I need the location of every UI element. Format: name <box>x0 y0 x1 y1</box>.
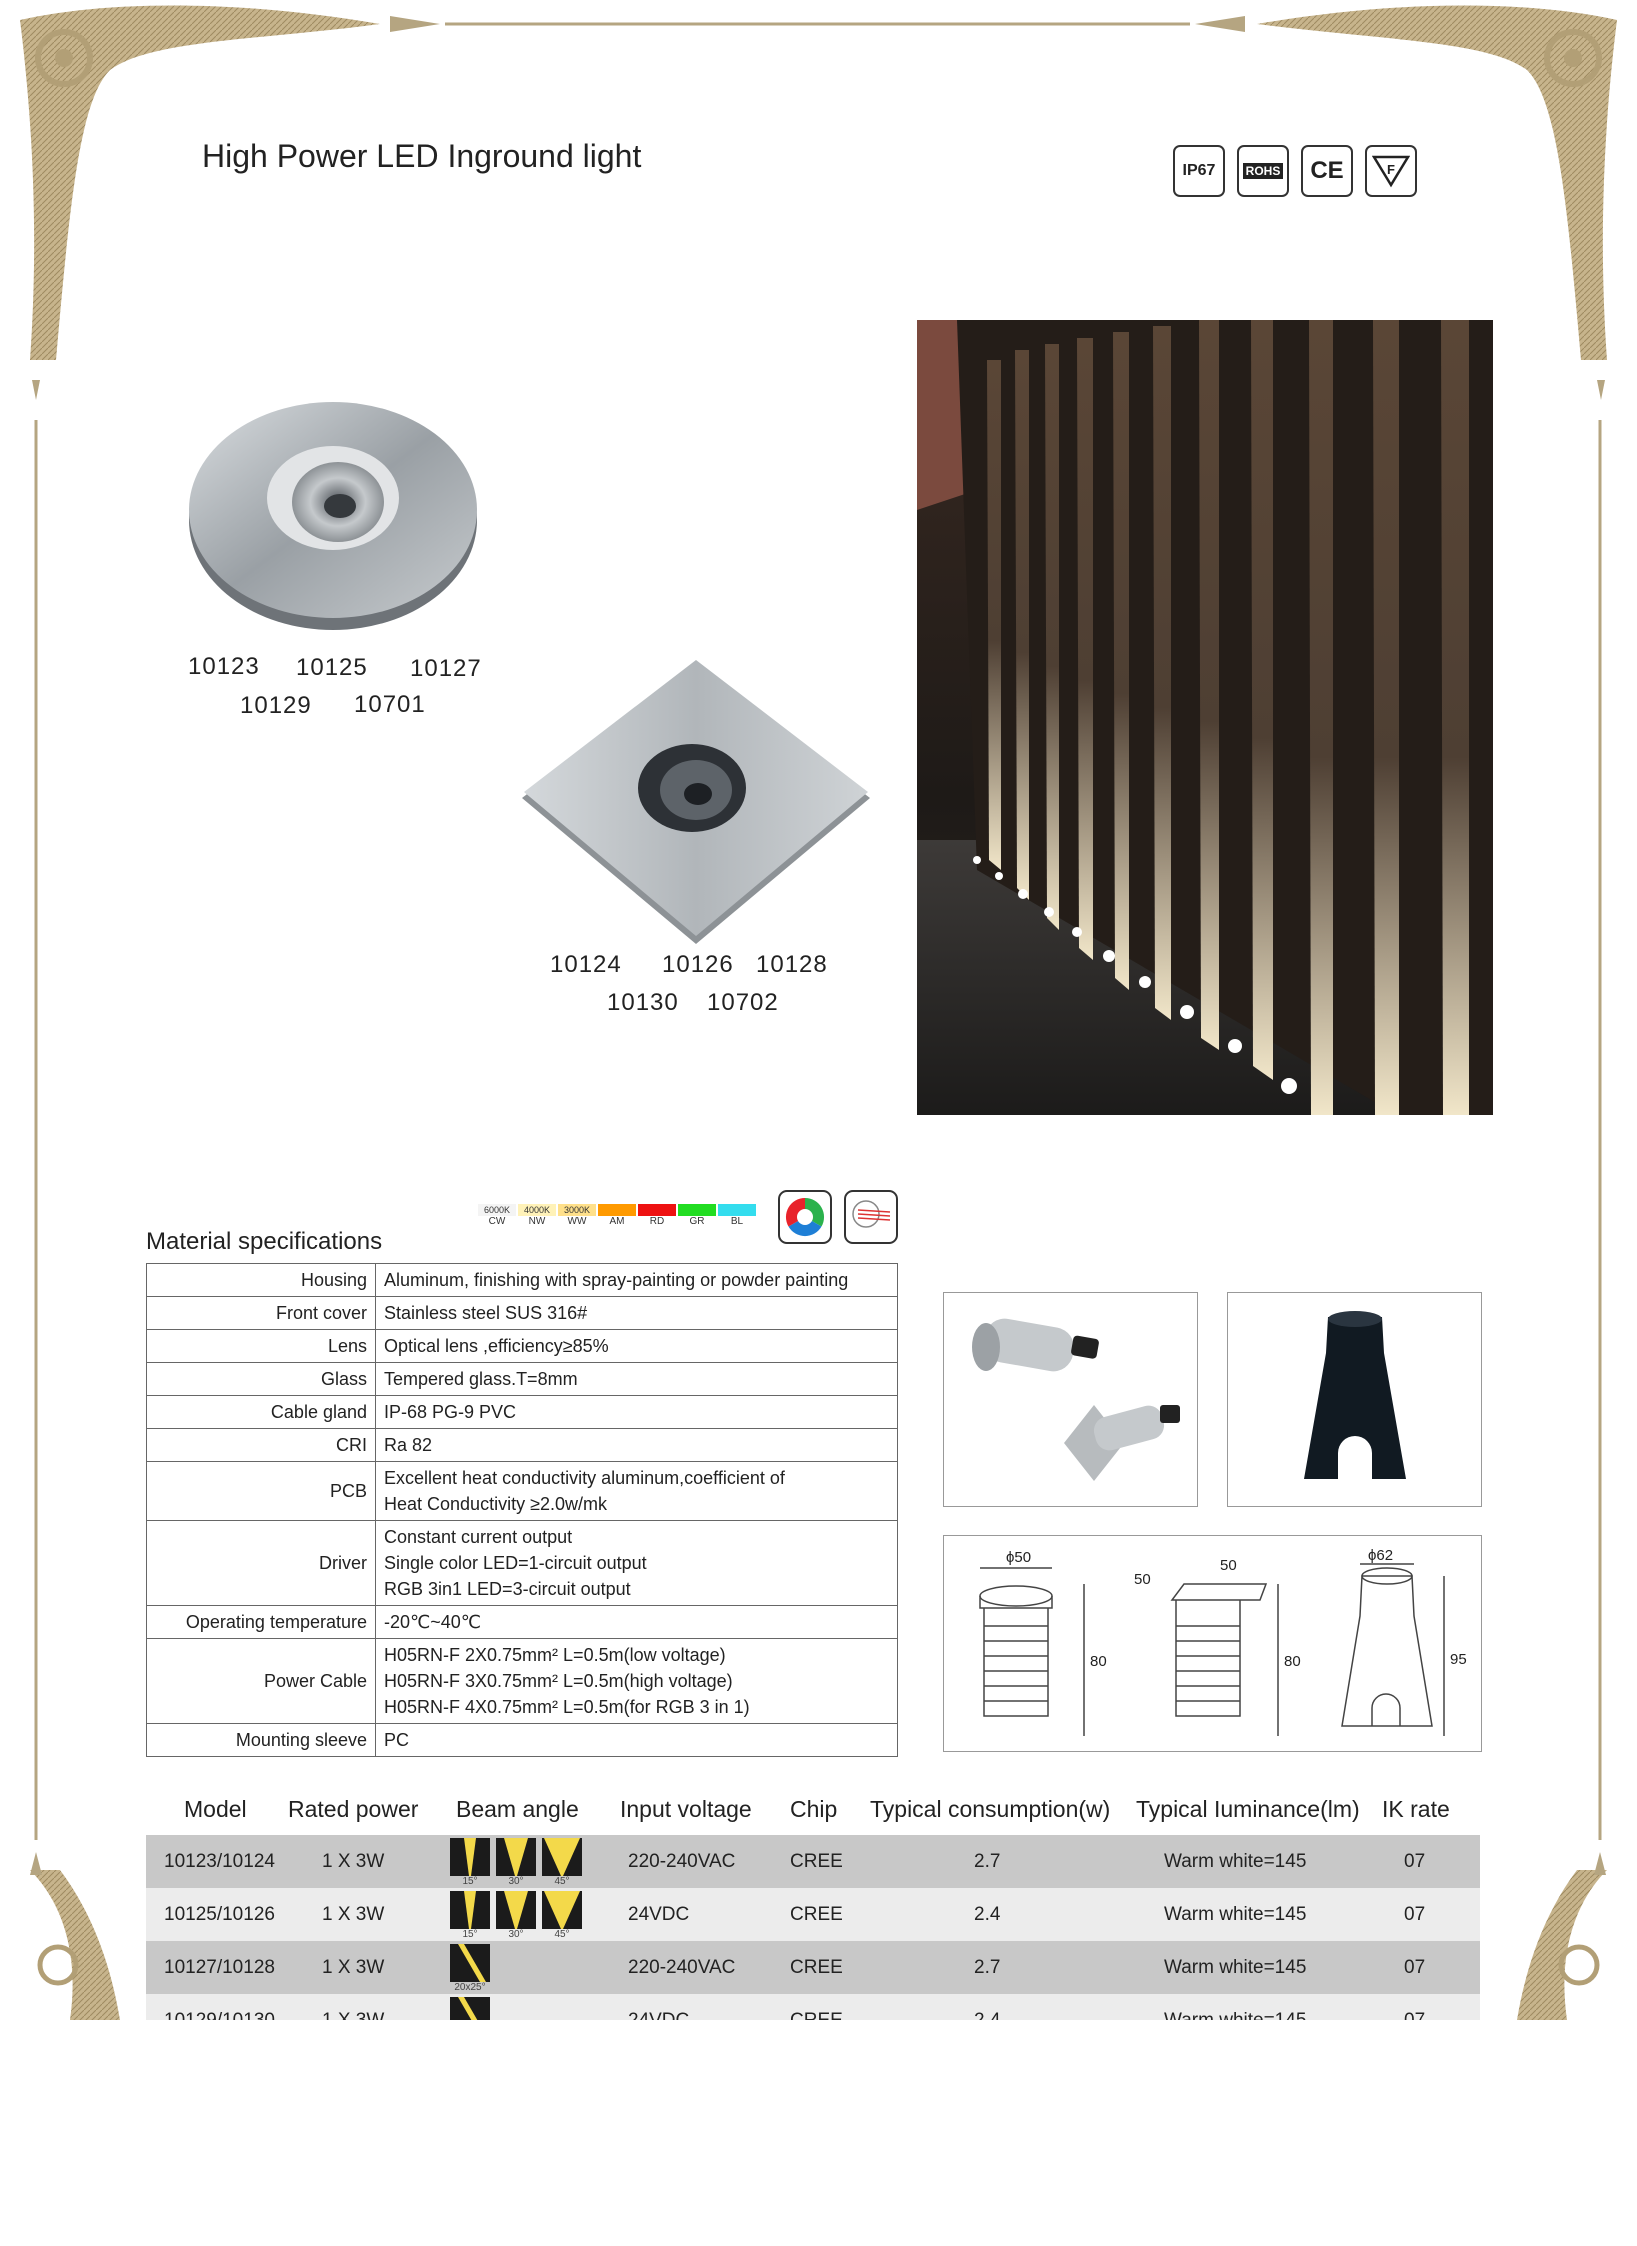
dim-square-width-1: 50 <box>1134 1571 1151 1588</box>
spec-key: PCB <box>147 1462 376 1521</box>
spec-key: Housing <box>147 1264 376 1297</box>
dim-round-diameter: ϕ50 <box>1006 1549 1032 1566</box>
swatch-cw-label: CW <box>488 1216 506 1227</box>
spec-value <box>376 1429 898 1462</box>
swatch-cw-bar: 6000K <box>478 1204 516 1216</box>
beam-20x25-icon <box>450 1944 490 1993</box>
swatch-nw <box>518 1204 556 1227</box>
fixture-assembly-drawing <box>944 1293 1197 1506</box>
f-mark-icon <box>1372 154 1410 188</box>
round-model-10125: 10125 <box>296 654 368 681</box>
cell-model: 10125/10126 <box>164 1904 275 1925</box>
cell-chip: CREE <box>790 1904 843 1925</box>
swatch-gr-bar <box>678 1204 716 1216</box>
spec-line: Tempered glass.T=8mm <box>384 1369 578 1389</box>
dim-square-width-2: 50 <box>1220 1557 1237 1574</box>
beam-45-icon <box>542 1891 582 1940</box>
spec-row <box>147 1606 898 1639</box>
spec-line: PC <box>384 1730 410 1750</box>
col-consumption: Typical consumption(w) <box>870 1796 1111 1822</box>
swatch-rd-label: RD <box>649 1216 665 1227</box>
spec-line: Stainless steel SUS 316# <box>384 1303 588 1323</box>
swatch-am-bar <box>598 1204 636 1216</box>
spec-value <box>376 1606 898 1639</box>
models-table-header <box>146 1796 1484 1836</box>
spec-value <box>376 1639 898 1724</box>
spec-line: RGB 3in1 LED=3-circuit output <box>384 1579 631 1599</box>
beam-label: 45° <box>554 1929 570 1940</box>
cell-chip: CREE <box>790 1851 843 1872</box>
page-cutoff-area <box>0 2020 1637 2246</box>
col-beam-angle: Beam angle <box>456 1796 579 1822</box>
table-row <box>146 1941 1480 1994</box>
cell-lumen: Warm white=145 <box>1164 1957 1307 1978</box>
swatch-gr-label: GR <box>689 1216 705 1227</box>
spec-key: Lens <box>147 1330 376 1363</box>
col-model: Model <box>184 1796 247 1822</box>
beam-30-icon <box>496 1891 536 1940</box>
dim-sleeve-height: 95 <box>1450 1651 1467 1668</box>
beam-label: 15° <box>462 1929 478 1940</box>
spec-line: Single color LED=1-circuit output <box>384 1553 647 1573</box>
swatch-bl <box>718 1204 756 1227</box>
cell-power: 1 X 3W <box>322 1957 385 1978</box>
material-spec-table <box>146 1263 898 1757</box>
application-photo <box>917 320 1493 1115</box>
spec-row <box>147 1462 898 1521</box>
square-model-10128: 10128 <box>756 951 828 978</box>
spec-line: IP-68 PG-9 PVC <box>384 1402 517 1422</box>
square-model-10130: 10130 <box>607 989 679 1016</box>
beam-label: 20x25° <box>454 1982 486 1993</box>
certification-badges <box>1173 145 1417 197</box>
dimension-drawing-svg <box>944 1536 1481 1751</box>
swatch-am-label: AM <box>609 1216 625 1227</box>
round-model-10127: 10127 <box>410 655 482 682</box>
spec-row <box>147 1639 898 1724</box>
spec-row <box>147 1429 898 1462</box>
fixture-assembly-image <box>943 1292 1198 1507</box>
cell-model: 10127/10128 <box>164 1957 275 1978</box>
swatch-ww-bar: 3000K <box>558 1204 596 1216</box>
cell-ik: 07 <box>1404 1904 1426 1925</box>
spec-line: H05RN-F 4X0.75mm² L=0.5m(for RGB 3 in 1) <box>384 1697 750 1717</box>
col-chip: Chip <box>790 1796 838 1822</box>
spec-key: Power Cable <box>147 1639 376 1724</box>
rgb-color-wheel-icon <box>778 1190 832 1244</box>
rohs-label: ROHS <box>1243 163 1284 179</box>
cell-power: 1 X 3W <box>322 1851 385 1872</box>
spec-line: Excellent heat conductivity aluminum,coefficient of <box>384 1468 785 1488</box>
round-model-10129: 10129 <box>240 692 312 719</box>
swatch-ww-label: WW <box>567 1216 587 1227</box>
color-temperature-swatches <box>478 1204 756 1227</box>
spec-value <box>376 1521 898 1606</box>
spec-row <box>147 1396 898 1429</box>
square-model-10126: 10126 <box>662 951 734 978</box>
spec-key: Front cover <box>147 1297 376 1330</box>
cell-voltage: 220-240VAC <box>628 1851 736 1872</box>
beam-15-icon <box>450 1838 490 1887</box>
cell-ik: 07 <box>1404 1957 1426 1978</box>
spec-key: Cable gland <box>147 1396 376 1429</box>
square-fixture-image <box>518 660 874 950</box>
beam-label: 15° <box>462 1876 478 1887</box>
spec-line: Optical lens ,efficiency≥85% <box>384 1336 609 1356</box>
cell-voltage: 24VDC <box>628 1904 690 1925</box>
ce-badge: CE <box>1301 145 1353 197</box>
cell-model: 10123/10124 <box>164 1851 275 1872</box>
swatch-gr <box>678 1204 716 1227</box>
round-model-10701: 10701 <box>354 691 426 718</box>
spec-key: Driver <box>147 1521 376 1606</box>
col-ik-rate: IK rate <box>1382 1796 1450 1822</box>
spec-value <box>376 1363 898 1396</box>
cell-power: 1 X 3W <box>322 1904 385 1925</box>
beam-15-icon <box>450 1891 490 1940</box>
cell-lumen: Warm white=145 <box>1164 1851 1307 1872</box>
round-fixture-image <box>188 392 478 632</box>
cell-lumen: Warm white=145 <box>1164 1904 1307 1925</box>
spec-value <box>376 1396 898 1429</box>
swatch-bl-bar <box>718 1204 756 1216</box>
spec-row <box>147 1724 898 1757</box>
spec-row <box>147 1521 898 1606</box>
swatch-nw-bar: 4000K <box>518 1204 556 1216</box>
spec-line: Ra 82 <box>384 1435 433 1455</box>
spec-line: H05RN-F 2X0.75mm² L=0.5m(low voltage) <box>384 1645 726 1665</box>
spec-row <box>147 1363 898 1396</box>
dim-sleeve-diameter: ϕ62 <box>1368 1547 1394 1564</box>
spec-title: Material specifications <box>146 1228 383 1255</box>
spec-key: Glass <box>147 1363 376 1396</box>
beam-45-icon <box>542 1838 582 1887</box>
rohs-badge <box>1237 145 1289 197</box>
spec-value <box>376 1264 898 1297</box>
col-rated-power: Rated power <box>288 1796 419 1822</box>
beam-30-icon <box>496 1838 536 1887</box>
cell-chip: CREE <box>790 1957 843 1978</box>
dimension-drawings <box>943 1535 1482 1752</box>
swatch-cw <box>478 1204 516 1227</box>
swatch-rd-bar <box>638 1204 676 1216</box>
beam-label: 30° <box>508 1929 524 1940</box>
spec-line: Aluminum, finishing with spray-painting or powder painting <box>384 1270 849 1290</box>
dim-round-height: 80 <box>1090 1653 1107 1670</box>
swatch-bl-label: BL <box>730 1216 744 1227</box>
dim-square-height: 80 <box>1284 1653 1301 1670</box>
page-title: High Power LED Inground light <box>202 138 642 174</box>
round-model-10123: 10123 <box>188 653 260 680</box>
spec-row <box>147 1330 898 1363</box>
cell-consumption: 2.7 <box>974 1957 1001 1978</box>
spec-line: Heat Conductivity ≥2.0w/mk <box>384 1494 607 1514</box>
spec-line: Constant current output <box>384 1527 573 1547</box>
swatch-am <box>598 1204 636 1227</box>
cell-consumption: 2.7 <box>974 1851 1001 1872</box>
beam-label: 30° <box>508 1876 524 1887</box>
spec-row <box>147 1297 898 1330</box>
spec-key: Operating temperature <box>147 1606 376 1639</box>
mounting-sleeve-drawing <box>1228 1293 1481 1506</box>
rgbw-wire-icon <box>844 1190 898 1244</box>
square-model-10702: 10702 <box>707 989 779 1016</box>
table-row <box>146 1835 1480 1888</box>
mounting-sleeve-image <box>1227 1292 1482 1507</box>
cell-consumption: 2.4 <box>974 1904 1001 1925</box>
square-model-10124: 10124 <box>550 951 622 978</box>
spec-row <box>147 1264 898 1297</box>
spec-key: Mounting sleeve <box>147 1724 376 1757</box>
swatch-ww <box>558 1204 596 1227</box>
col-input-voltage: Input voltage <box>620 1796 752 1822</box>
spec-value <box>376 1297 898 1330</box>
beam-label: 45° <box>554 1876 570 1887</box>
f-mark-letter: F <box>1387 162 1395 177</box>
swatch-rd <box>638 1204 676 1227</box>
swatch-nw-label: NW <box>528 1216 546 1227</box>
f-mark-badge <box>1365 145 1417 197</box>
col-luminance: Typical Iuminance(lm) <box>1136 1796 1360 1822</box>
spec-value <box>376 1724 898 1757</box>
spec-line: -20℃~40℃ <box>384 1612 481 1632</box>
ip67-badge: IP67 <box>1173 145 1225 197</box>
spec-key: CRI <box>147 1429 376 1462</box>
cell-voltage: 220-240VAC <box>628 1957 736 1978</box>
table-row <box>146 1888 1480 1941</box>
cell-ik: 07 <box>1404 1851 1426 1872</box>
spec-line: H05RN-F 3X0.75mm² L=0.5m(high voltage) <box>384 1671 733 1691</box>
spec-value <box>376 1330 898 1363</box>
spec-value <box>376 1462 898 1521</box>
